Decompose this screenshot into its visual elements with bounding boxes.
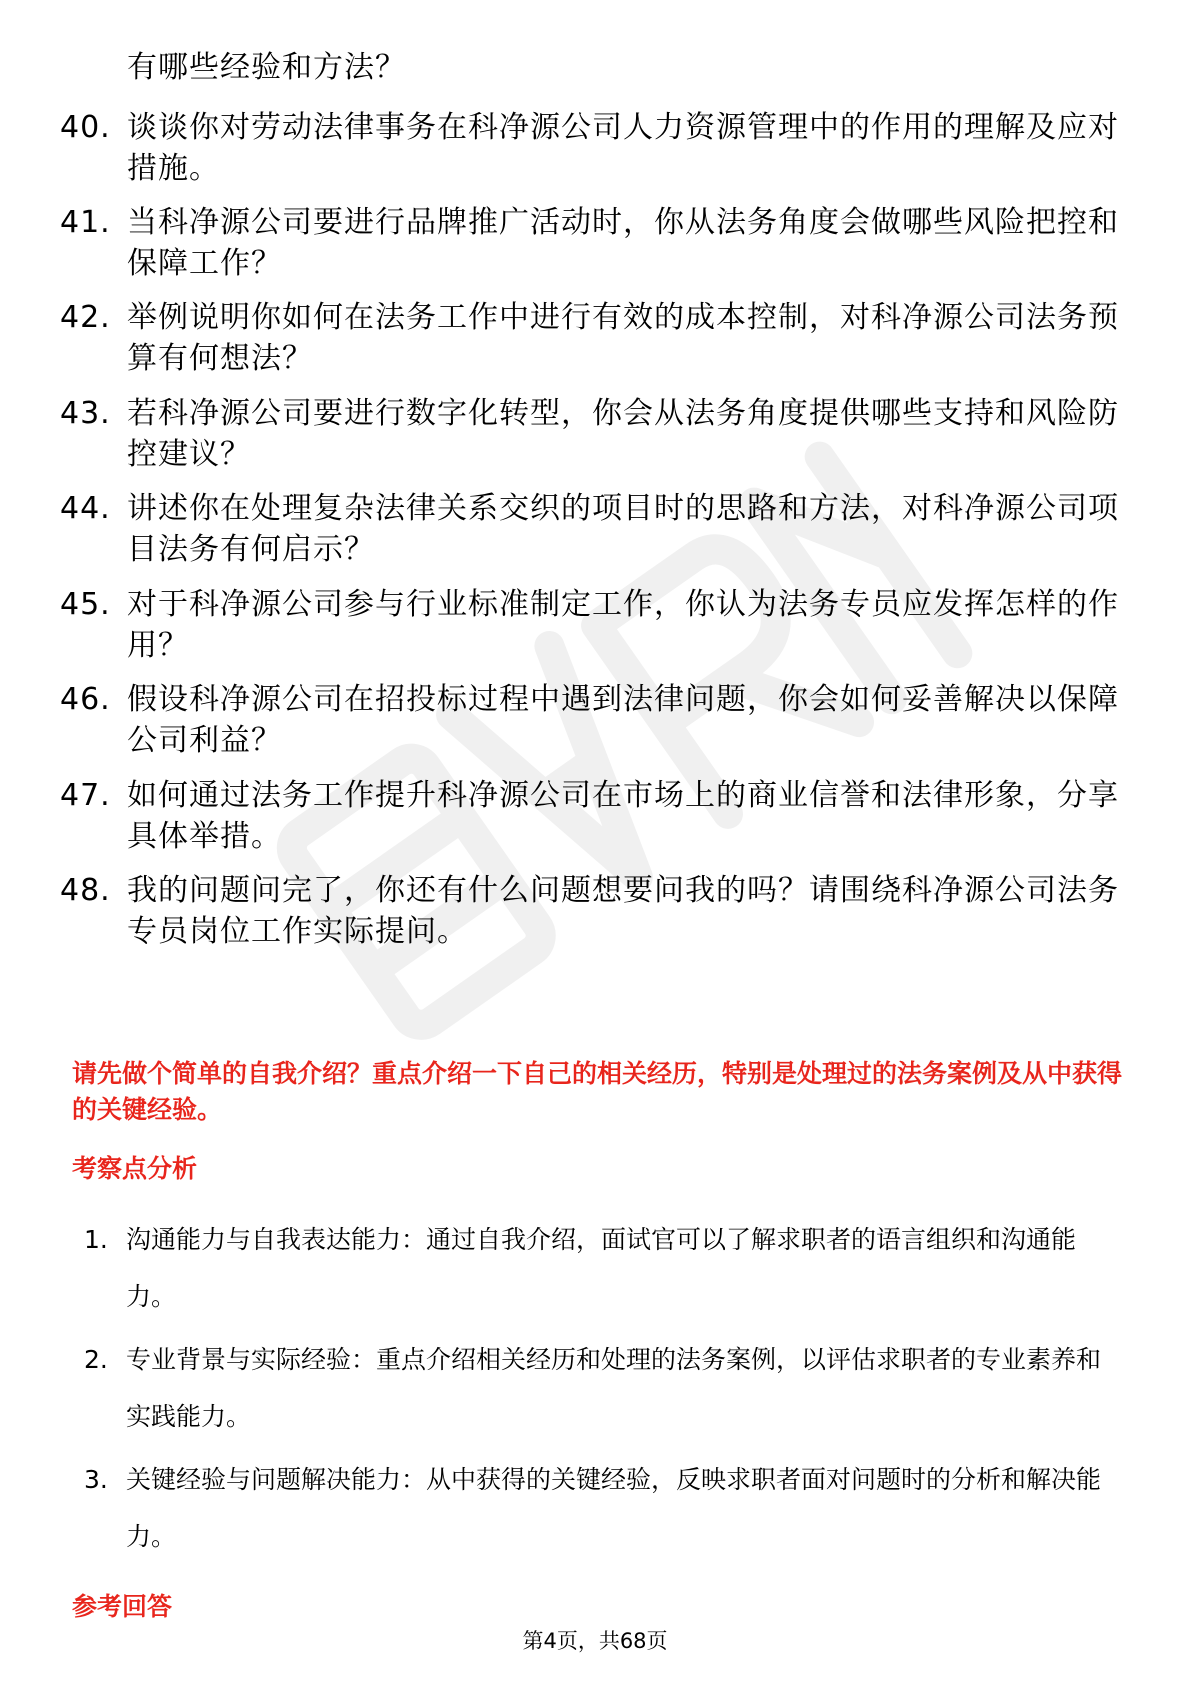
question-number: 43.	[60, 396, 111, 431]
analysis-point-text: 专业背景与实际经验：重点介绍相关经历和处理的法务案例，以评估求职者的专业素养和实践能力。	[126, 1345, 1102, 1431]
question-text: 如何通过法务工作提升科净源公司在市场上的商业信誉和法律形象，分享具体举措。	[127, 778, 1119, 854]
question-text: 讲述你在处理复杂法律关系交织的项目时的思路和方法，对科净源公司项目法务有何启示？	[127, 491, 1119, 567]
question-number: 41.	[60, 205, 111, 240]
question-text: 举例说明你如何在法务工作中进行有效的成本控制，对科净源公司法务预算有何想法？	[127, 300, 1119, 376]
question-text: 对于科净源公司参与行业标准制定工作，你认为法务专员应发挥怎样的作用？	[127, 587, 1119, 663]
analysis-point-number: 2.	[84, 1345, 108, 1374]
question-text: 我的问题问完了，你还有什么问题想要问我的吗？请围绕科净源公司法务专员岗位工作实际提问。	[127, 873, 1119, 949]
analysis-point	[84, 1331, 1120, 1445]
list-item	[60, 870, 1120, 952]
question-number: 44.	[60, 491, 111, 526]
list-item	[60, 393, 1120, 475]
question-text: 若科净源公司要进行数字化转型，你会从法务角度提供哪些支持和风险防控建议？	[127, 396, 1119, 472]
analysis-heading: 考察点分析	[72, 1154, 198, 1183]
analysis-point-text: 关键经验与问题解决能力：从中获得的关键经验，反映求职者面对问题时的分析和解决能力。	[126, 1465, 1102, 1551]
question-number: 47.	[60, 778, 111, 813]
reference-heading: 参考回答	[72, 1592, 173, 1621]
question-number: 42.	[60, 300, 111, 335]
question-number: 48.	[60, 873, 111, 908]
question-text: 当科净源公司要进行品牌推广活动时，你从法务角度会做哪些风险把控和保障工作？	[127, 205, 1119, 281]
question-text: 假设科净源公司在招投标过程中遇到法律问题，你会如何妥善解决以保障公司利益？	[127, 682, 1119, 758]
list-item	[60, 47, 1120, 88]
list-item	[60, 297, 1120, 379]
list-item	[60, 584, 1120, 666]
page-footer: 第4页，共68页	[522, 1629, 668, 1653]
analysis-point	[84, 1211, 1120, 1325]
question-number: 45.	[60, 587, 111, 622]
list-item	[60, 107, 1120, 189]
list-item	[60, 679, 1120, 761]
intro-question: 请先做个简单的自我介绍？重点介绍一下自己的相关经历，特别是处理过的法务案例及从中获得的关键经验。	[72, 1059, 1123, 1124]
analysis-point-number: 1.	[84, 1225, 108, 1254]
question-text: 有哪些经验和方法？	[127, 50, 406, 85]
analysis-point-text: 沟通能力与自我表达能力：通过自我介绍，面试官可以了解求职者的语言组织和沟通能力。	[126, 1225, 1077, 1311]
question-number: 46.	[60, 682, 111, 717]
analysis-point-number: 3.	[84, 1465, 108, 1494]
question-number: 40.	[60, 110, 111, 145]
list-item	[60, 775, 1120, 857]
list-item	[60, 202, 1120, 284]
analysis-point	[84, 1451, 1120, 1565]
question-text: 谈谈你对劳动法律事务在科净源公司人力资源管理中的作用的理解及应对措施。	[127, 110, 1119, 186]
list-item	[60, 488, 1120, 570]
